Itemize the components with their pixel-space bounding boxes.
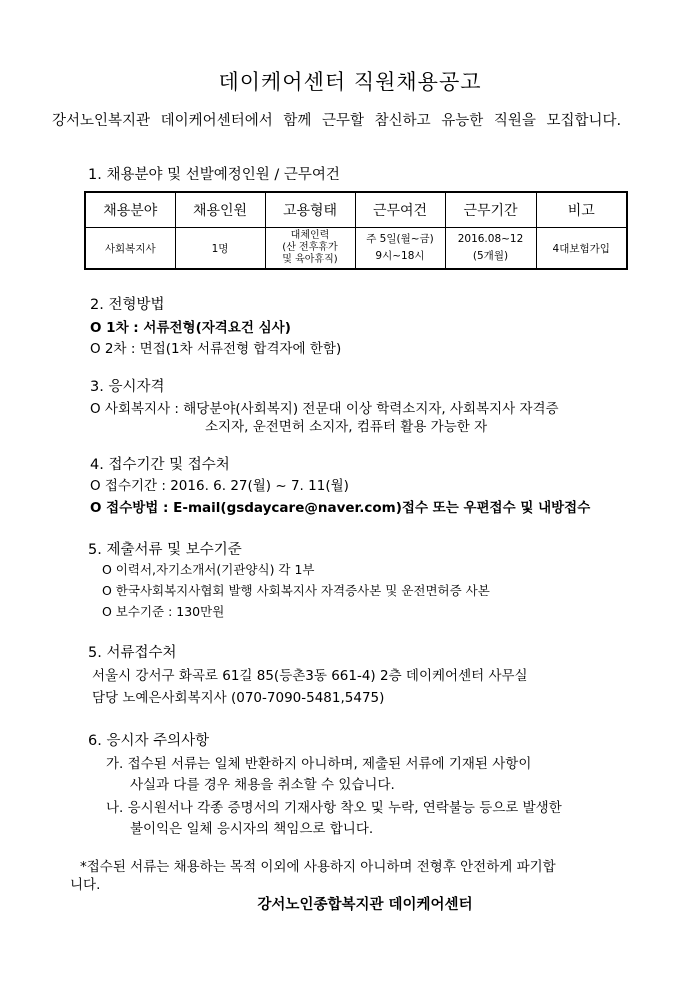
section-6-a-line-1: 가. 접수된 서류는 일체 반환하지 아니하며, 제출된 서류에 기재된 사항이 (106, 756, 532, 772)
section-6-heading: 6. 응시자 주의사항 (88, 733, 210, 749)
section-5b-heading: 5. 서류접수처 (88, 645, 177, 661)
header-cell: 근무여건 (355, 192, 445, 228)
table-header-row (85, 192, 627, 228)
section-5b-line-1: 서울시 강서구 화곡로 61길 85(등촌3동 661-4) 2층 데이케어센터 사무실 (92, 668, 528, 684)
footnote-line-1: *접수된 서류는 채용하는 목적 이외에 사용하지 아니하며 전형후 안전하게 파기합 (80, 859, 556, 875)
type-line2: (산 전후휴가 (282, 242, 338, 253)
section-6-b-line-2: 불이익은 일체 응시자의 책임으로 합니다. (130, 821, 374, 837)
section-3-heading: 3. 응시자격 (90, 379, 165, 395)
section-2-item-1: O 1차 : 서류전형(자격요건 심사) (90, 320, 291, 336)
section-5a-item-1: O 이력서,자기소개서(기관양식) 각 1부 (102, 562, 315, 577)
period-line1: 2016.08~12 (457, 233, 524, 245)
section-6-a-line-2: 사실과 다를 경우 채용을 취소할 수 있습니다. (130, 777, 395, 793)
type-line1: 대체인력 (290, 230, 330, 241)
table-row (85, 228, 627, 270)
signature: 강서노인종합복지관 데이케어센터 (257, 897, 473, 913)
section-5a-item-2: O 한국사회복지사협회 발행 사회복지사 자격증사본 및 운전면허증 사본 (102, 583, 490, 598)
section-5a-item-3: O 보수기준 : 130만원 (102, 604, 225, 619)
cell-field: 사회복지사 (85, 228, 175, 270)
section-6-b-line-1: 나. 응시원서나 각종 증명서의 기재사항 착오 및 누락, 연락불능 등으로 발생한 (106, 800, 562, 816)
period-line2: (5개월) (472, 250, 509, 262)
header-cell: 채용분야 (85, 192, 175, 228)
cond-line2: 9시~18시 (375, 250, 425, 262)
section-2-heading: 2. 전형방법 (90, 297, 165, 313)
type-line3: 및 육아휴직) (282, 254, 338, 265)
section-4-item-1: O 접수기간 : 2016. 6. 27(월) ~ 7. 11(월) (90, 478, 349, 494)
section-3-line-1: O 사회복지사 : 해당분야(사회복지) 전문대 이상 학력소지자, 사회복지사 자격증 (90, 401, 559, 417)
section-1-heading: 1. 채용분야 및 선발예정인원 / 근무여건 (88, 167, 340, 183)
section-2-item-2: O 2차 : 면접(1차 서류전형 합격자에 한함) (90, 341, 342, 357)
intro-paragraph: 강서노인복지관 데이케어센터에서 함께 근무할 참신하고 유능한 직원을 모집합니다. (52, 113, 622, 129)
section-5a-heading: 5. 제출서류 및 보수기준 (88, 542, 242, 558)
section-5b-line-2: 담당 노예은사회복지사 (070-7090-5481,5475) (92, 690, 385, 706)
page-title: 데이케어센터 직원채용공고 (218, 70, 482, 94)
cell-period (445, 228, 536, 270)
cell-note: 4대보험가입 (536, 228, 627, 270)
recruitment-table (84, 191, 628, 270)
section-4-item-2: O 접수방법 : E-mail(gsdaycare@naver.com)접수 또는 우편접수 및 내방접수 (90, 500, 591, 516)
header-cell: 채용인원 (175, 192, 265, 228)
cell-count: 1명 (175, 228, 265, 270)
header-cell: 근무기간 (445, 192, 536, 228)
cell-condition (355, 228, 445, 270)
header-cell: 고용형태 (265, 192, 355, 228)
cond-line1: 주 5일(월~금) (366, 233, 434, 245)
cell-type (265, 228, 355, 270)
section-3-line-2: 소지자, 운전면허 소지자, 컴퓨터 활용 가능한 자 (205, 419, 488, 435)
header-cell: 비고 (536, 192, 627, 228)
footnote-line-2: 니다. (70, 877, 101, 893)
section-4-heading: 4. 접수기간 및 접수처 (90, 457, 230, 473)
